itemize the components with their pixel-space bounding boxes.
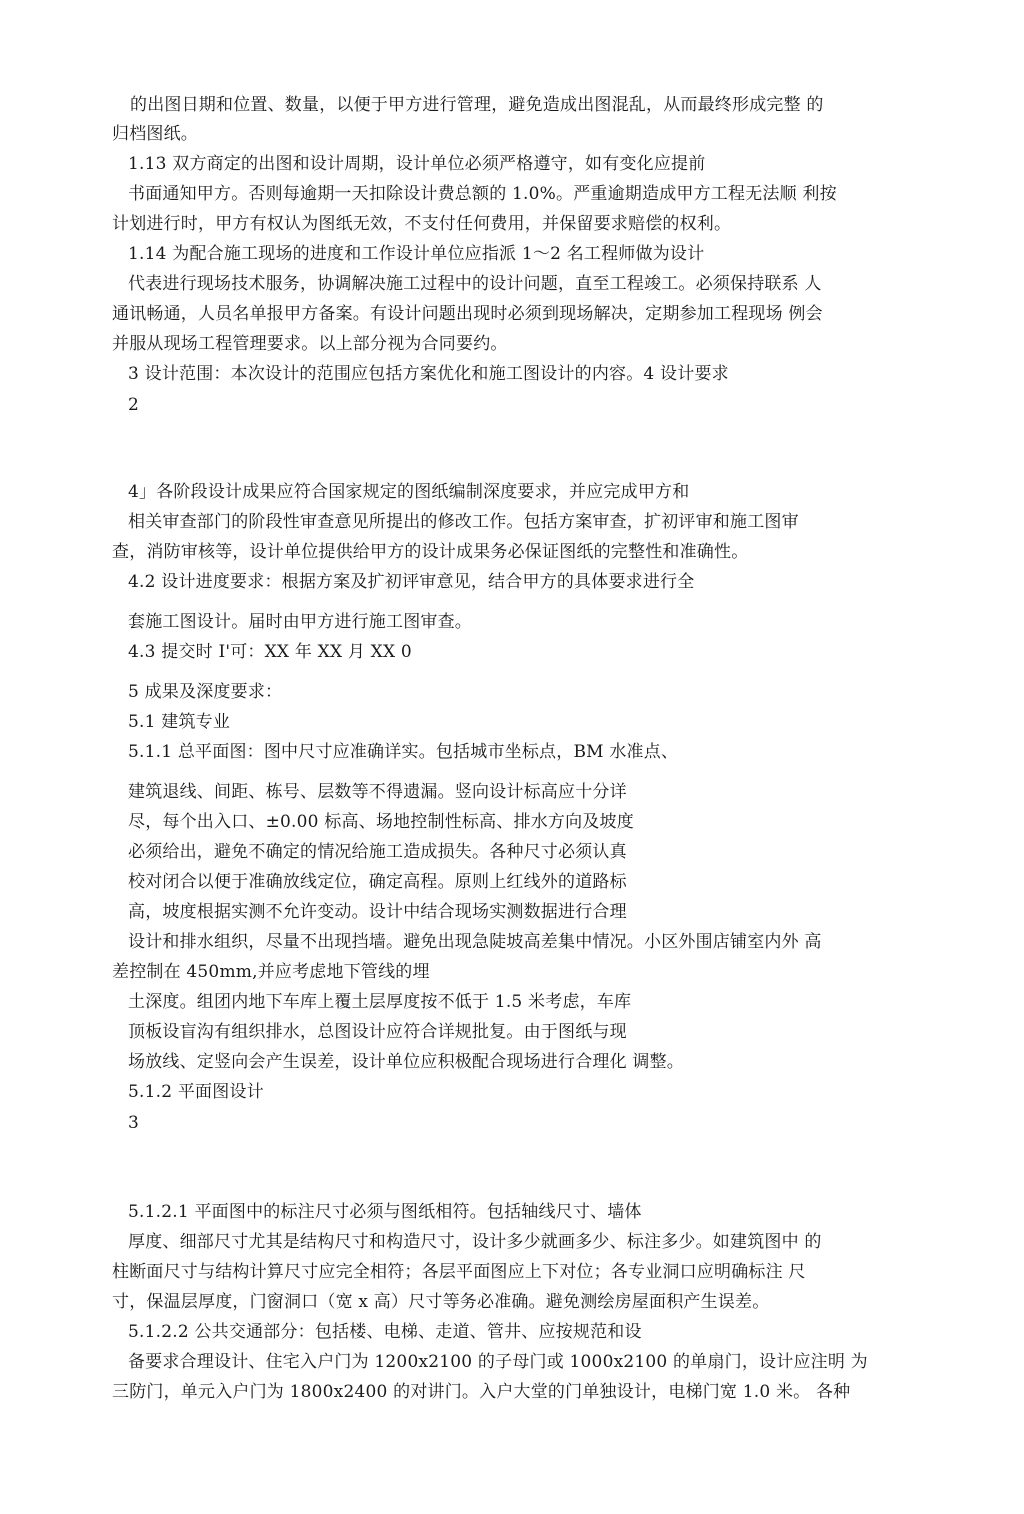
para-line: 通讯畅通，人员名单报甲方备案。有设计问题出现时必须到现场解决，定期参加工程现场 例会 [112,304,823,324]
para-line: 书面通知甲方。否则每逾期一天扣除设计费总额的 1.0%。严重逾期造成甲方工程无法顺 利按 [128,184,837,204]
page-number: 3 [128,1113,140,1133]
page-number: 2 [128,395,140,415]
para-line: 寸，保温层厚度，门窗洞口（宽 x 高）尺寸等务必准确。避免测绘房屋面积产生误差。 [112,1292,770,1312]
para-line: 5.1.2.2 公共交通部分：包括楼、电梯、走道、管井、应按规范和设 [128,1322,642,1342]
para-line: 差控制在 450mm,并应考虑地下管线的埋 [112,962,430,982]
para-line: 相关审查部门的阶段性审查意见所提出的修改工作。包括方案审查，扩初评审和施工图审 [128,512,799,532]
para-line: 计划进行时，甲方有权认为图纸无效，不支付任何费用，并保留要求赔偿的权利。 [112,214,732,234]
para-line: 查，消防审核等，设计单位提供给甲方的设计成果务必保证图纸的完整性和准确性。 [112,542,749,562]
section-heading: 5.1 建筑专业 [128,712,231,732]
section-heading: 5.1.2 平面图设计 [128,1082,264,1102]
para-line: 代表进行现场技术服务，协调解决施工过程中的设计问题，直至工程竣工。必须保持联系 人 [128,274,822,294]
para-line: 5.1.1 总平面图：图中尺寸应准确详实。包括城市坐标点，BM 水准点、 [128,742,679,762]
para-line: 备要求合理设计、住宅入户门为 1200x2100 的子母门或 1000x2100 的单扇门，设计应注明 为 [128,1352,868,1372]
para-line: 尽，每个出入口、±0.00 标高、场地控制性标高、排水方向及坡度 [128,812,634,832]
para-line: 3 设计范围：本次设计的范围应包括方案优化和施工图设计的内容。4 设计要求 [128,364,729,384]
para-line: 顶板设盲沟有组织排水，总图设计应符合详规批复。由于图纸与现 [128,1022,627,1042]
para-line: 三防门，单元入户门为 1800x2400 的对讲门。入户大堂的门单独设计，电梯门宽 1.0 米。 各种 [112,1382,851,1402]
para-line: 建筑退线、间距、栋号、层数等不得遗漏。竖向设计标高应十分详 [128,782,627,802]
para-line: 1.13 双方商定的出图和设计周期，设计单位必须严格遵守，如有变化应提前 [128,154,706,174]
para-line: 套施工图设计。届时由甲方进行施工图审查。 [128,612,472,632]
para-line: 柱断面尺寸与结构计算尺寸应完全相符；各层平面图应上下对位；各专业洞口应明确标注 尺 [112,1262,806,1282]
para-line: 高，坡度根据实测不允许变动。设计中结合现场实测数据进行合理 [128,902,627,922]
para-line: 场放线、定竖向会产生误差，设计单位应积极配合现场进行合理化 调整。 [128,1052,685,1072]
para-line: 1.14 为配合施工现场的进度和工作设计单位应指派 1～2 名工程师做为设计 [128,244,705,264]
para-line: 4.2 设计进度要求：根据方案及扩初评审意见，结合甲方的具体要求进行全 [128,572,695,592]
para-line: 4」各阶段设计成果应符合国家规定的图纸编制深度要求，并应完成甲方和 [128,482,690,502]
para-line: 5.1.2.1 平面图中的标注尺寸必须与图纸相符。包括轴线尺寸、墙体 [128,1202,642,1222]
para-line: 厚度、细部尺寸尤其是结构尺寸和构造尺寸，设计多少就画多少、标注多少。如建筑图中 的 [128,1232,822,1252]
para-line: 的出图日期和位置、数量，以便于甲方进行管理，避免造成出图混乱，从而最终形成完整 的 [130,95,824,115]
para-line: 土深度。组团内地下车库上覆土层厚度按不低于 1.5 米考虑，车库 [128,992,632,1012]
para-line: 归档图纸。 [112,124,198,144]
para-line: 校对闭合以便于准确放线定位，确定高程。原则上红线外的道路标 [128,872,627,892]
para-line: 必须给出，避免不确定的情况给施工造成损失。各种尺寸必须认真 [128,842,627,862]
para-line: 设计和排水组织，尽量不出现挡墙。避免出现急陡坡高差集中情况。小区外围店铺室内外 高 [128,932,822,952]
para-line: 4.3 提交时 I'可：XX 年 XX 月 XX 0 [128,642,412,662]
para-line: 并服从现场工程管理要求。以上部分视为合同要约。 [112,334,508,354]
section-heading: 5 成果及深度要求： [128,682,283,702]
